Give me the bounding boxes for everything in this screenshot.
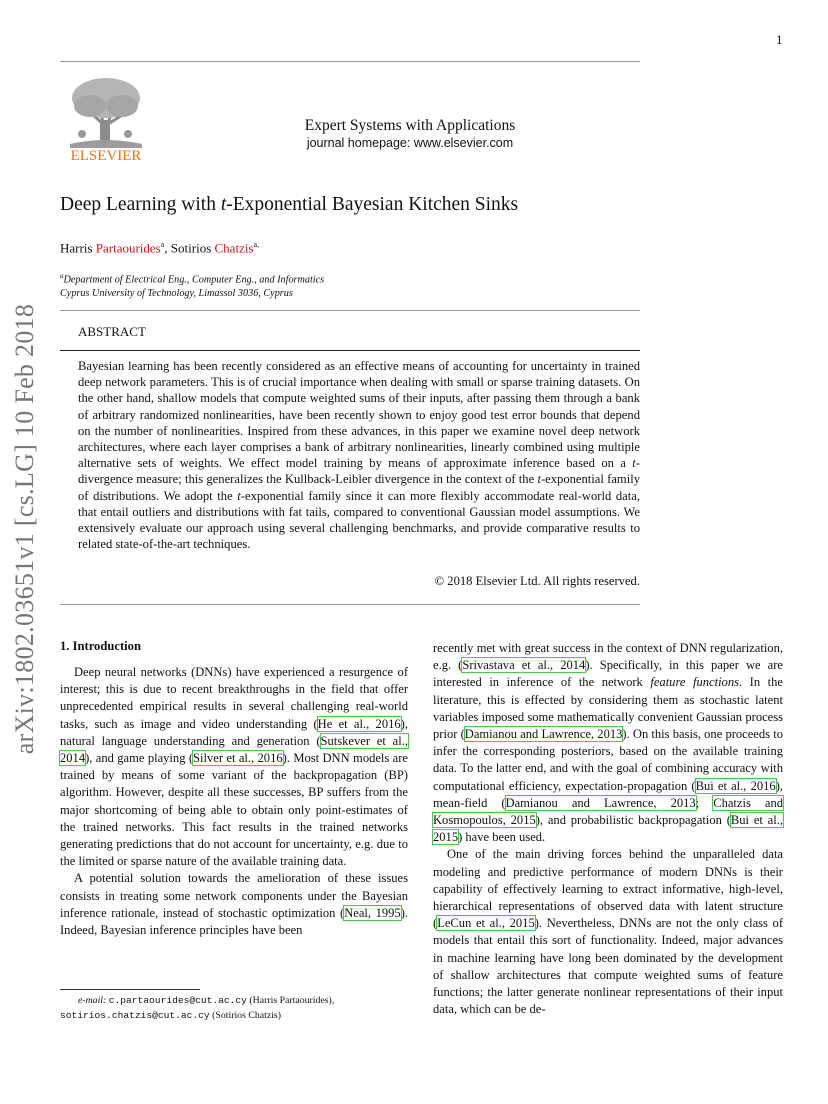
paragraph-text: One of the main driving forces behind the unparalleled data modeling and predictive performance of modern DNNs is their capability of effectively learning to extract informative, high-level, hierarchical representations of observed data with latent structure (	[433, 847, 783, 931]
abstract-text-4: -exponential family since it can more flexibly accommodate real-world data, that entail outliers and distributions with fat tails, compared to conventional Gaussian model assumptions. We extensively evaluate our approach using several challenging benchmarks, and provide comparative results to related state-of-the-art techniques.	[78, 488, 640, 552]
abstract-italic-t: t	[632, 456, 636, 471]
paragraph-text: recently met with great success in the context of DNN regularization, e.g. (	[433, 641, 783, 673]
header-top-rule	[60, 61, 640, 62]
title-pre: Deep Learning with	[60, 194, 221, 215]
journal-homepage: journal homepage: www.elsevier.com	[306, 136, 514, 150]
elsevier-wordmark: ELSEVIER	[70, 148, 142, 162]
intro-paragraph-1	[60, 664, 408, 870]
abstract-italic-t: t	[237, 488, 241, 503]
email-partaourides[interactable]: c.partaourides@cut.ac.cy	[108, 995, 247, 1006]
intro-paragraph-3	[433, 640, 783, 846]
paragraph-text: ), and game playing (	[85, 751, 194, 766]
author-affil-sup: a	[160, 240, 165, 249]
paragraph-text: ) have been used.	[458, 830, 546, 845]
page-number: 1	[776, 32, 783, 47]
footnote-name-1: (Harris Partaourides),	[246, 995, 335, 1006]
email-chatzis[interactable]: sotirios.chatzis@cut.ac.cy	[60, 1009, 210, 1021]
citation-neal-1995[interactable]: Neal, 1995	[344, 905, 401, 920]
citation-damianou-2013[interactable]: Damianou and Lawrence, 2013	[505, 795, 696, 810]
left-column	[60, 664, 408, 939]
paragraph-text: A potential solution towards the amelioration of these issues consists in treating some network components under the Bayesian inference rationale, instead of stochastic optimization (	[60, 871, 408, 920]
footnote-rule	[60, 989, 200, 990]
paragraph-text: ). Indeed, Bayesian inference principles have been	[60, 905, 409, 938]
abstract-text-1: Bayesian learning has been recently considered as an effective means of accounting for uncertainty in trained deep network parameters. This is of crucial importance when dealing with small or sparse training datasets. On the other hand, shallow models that compute weighted sums of their inputs, after passing them through a bank of arbitrary randomized nonlinearities, have been recently shown to enjoy good test error bounds that depend on the number of nonlinearities. Inspired from these advances, in this paper we examine novel deep network architectures, where each layer comprises a bank of arbitrary nonlinearities, linearly combined using multiple alternative sets of weights. We effect model training by means of approximate inference based on a	[78, 359, 640, 471]
emphasis-feature-functions: feature functions	[650, 675, 739, 690]
footnote	[60, 994, 410, 1023]
intro-paragraph-4	[433, 846, 783, 1018]
section-heading-introduction: 1. Introduction	[60, 639, 141, 653]
arxiv-stamp	[2, 294, 48, 764]
copyright-notice: © 2018 Elsevier Ltd. All rights reserved.	[434, 574, 640, 588]
paragraph-text: . In the literature, this is effected by considering them as stochastic latent variables imposed some mathematically convenient Gaussian process prior (	[433, 675, 783, 742]
paragraph-text: ;	[695, 795, 714, 810]
paragraph-text: ). Nevertheless, DNNs are not the only class of models that entail this sort of functionality. Indeed, major advances in machine learning have long been dominated by the development of shallow architectures that compute weighted sums of feature functions; the latter generate nonlinear representations of their input data, which can be de-	[433, 916, 783, 1017]
abstract-heading-rule	[60, 350, 640, 351]
citation-damianou-2013[interactable]: Damianou and Lawrence, 2013	[464, 727, 623, 742]
paragraph-text: ). Most DNN models are trained by means of some variant of the backpropagation (BP) algorithm. However, despite all these successes, BP suffers from the major shortcoming of being able to obtain only point-estimates of the trained networks. This fact results in the trained networks generating predictions that do not account for uncertainty, e.g. due to the limited or sparse nature of the available training data.	[60, 751, 408, 869]
affiliation	[60, 269, 324, 301]
citation-bui-2016[interactable]: Bui et al., 2016	[695, 778, 776, 793]
citation-sutskever-2014[interactable]: Sutskever et al., 2014	[60, 733, 409, 766]
citation-srivastava-2014[interactable]: Srivastava et al., 2014	[462, 658, 586, 673]
footnote-label: e-mail:	[78, 995, 109, 1006]
paragraph-text: ). On this basis, one proceeds to infer the corresponding posteriors, based on the available training data. To the latter end, and with the goal of combining accuracy with computational efficiency, expectation-propagation (	[433, 727, 783, 793]
author-first-name: Sotirios	[170, 240, 215, 256]
author-affil-sup: a,	[253, 240, 260, 249]
abstract-text-3: -exponential family of distributions. We adopt the	[78, 472, 640, 503]
paragraph-text: ), natural language understanding and generation (	[60, 716, 408, 748]
right-column	[433, 640, 783, 1018]
citation-bui-2015[interactable]: Bui et al., 2015	[433, 813, 783, 845]
affil-line-2: Cyprus University of Technology, Limassol 3036, Cyprus	[60, 288, 293, 300]
abstract-bottom-rule	[60, 604, 640, 605]
paragraph-text: ). Specifically, in this paper we are interested in inference of the network	[433, 658, 784, 690]
arxiv-stamp-text: arXiv:1802.03651v1 [cs.LG] 10 Feb 2018	[10, 303, 39, 755]
journal-header	[180, 116, 640, 151]
abstract-text-2: -divergence measure; this generalizes the Kullback-Leibler divergence in the context of the	[78, 456, 640, 487]
intro-paragraph-2	[60, 870, 408, 939]
abstract-italic-t: t	[537, 472, 541, 487]
citation-chatzis-2015[interactable]: Chatzis and Kosmopoulos, 2015	[433, 795, 783, 828]
citation-silver-2016[interactable]: Silver et al., 2016	[193, 751, 283, 766]
citation-lecun-2015[interactable]: LeCun et al., 2015	[437, 916, 535, 931]
author-link-partaourides[interactable]: Partaourides	[95, 240, 161, 256]
author-list: Harris Partaourides$^a$, Sotirios Chatzis$^{a,}$	[60, 240, 260, 256]
paper-title	[60, 194, 518, 216]
paragraph-text: ), and probabilistic backpropagation (	[535, 813, 731, 828]
paragraph-text: Deep neural networks (DNNs) have experienced a resurgence of interest; this is due to recent breakthroughs in the field that offer unprecedented empirical results in several challenging real-world tasks, such as image and video understanding (	[60, 665, 408, 731]
author-first-name: Harris	[60, 240, 96, 256]
abstract-heading: ABSTRACT	[78, 324, 146, 339]
author-link-chatzis[interactable]: Chatzis	[214, 240, 254, 256]
elsevier-logo	[60, 70, 152, 162]
title-post: -Exponential Bayesian Kitchen Sinks	[226, 194, 519, 215]
title-italic-t: t	[220, 194, 227, 215]
affil-line-1: Department of Electrical Eng., Computer Eng., and Informatics	[63, 274, 325, 286]
footnote-name-2: (Sotirios Chatzis)	[209, 1009, 281, 1021]
affil-sup: a	[60, 272, 64, 280]
paragraph-text: ), mean-field (	[433, 778, 784, 810]
abstract-body	[78, 358, 640, 552]
citation-he-2016[interactable]: He et al., 2016	[317, 716, 401, 731]
elsevier-tree-icon	[60, 70, 152, 162]
abstract-top-rule	[60, 310, 640, 311]
journal-name: Expert Systems with Applications	[304, 117, 516, 134]
